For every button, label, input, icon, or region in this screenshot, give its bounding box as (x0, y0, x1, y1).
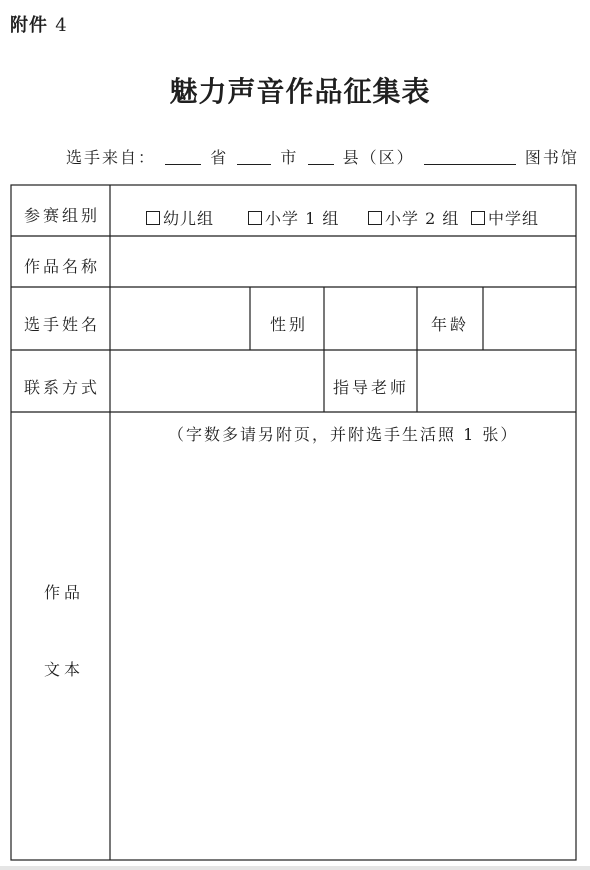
option-label: 小学 1 组 (265, 209, 340, 228)
origin-library-label: 图书馆 (524, 148, 579, 167)
work-text-note: （字数多请另附页，并附选手生活照 1 张） (168, 425, 519, 444)
contestant-name-field[interactable] (112, 289, 248, 348)
attachment-text: 附件 (10, 15, 48, 36)
checkbox-icon[interactable] (146, 211, 160, 225)
checkbox-icon[interactable] (368, 211, 382, 225)
option-label: 小学 2 组 (385, 209, 460, 228)
group-option-primary-1[interactable] (248, 206, 339, 229)
page-bottom-edge (0, 866, 590, 870)
work-text-label-line2: 文本 (44, 660, 85, 679)
age-field[interactable] (485, 289, 574, 348)
origin-city-label: 市 (280, 148, 299, 167)
gender-label: 性别 (270, 315, 309, 334)
attachment-number: 4 (55, 15, 68, 36)
teacher-label: 指导老师 (333, 378, 410, 397)
contestant-name-label: 选手姓名 (24, 315, 101, 334)
teacher-field[interactable] (419, 352, 574, 410)
work-text-area[interactable] (112, 446, 574, 858)
group-option-kindergarten[interactable] (146, 206, 214, 229)
origin-province-label: 省 (210, 148, 229, 167)
group-option-middle-school[interactable] (471, 206, 539, 229)
form-title: 魅力声音作品征集表 (169, 75, 431, 108)
gender-field[interactable] (326, 289, 415, 348)
age-label: 年龄 (431, 315, 470, 334)
work-text-label-line1: 作品 (44, 583, 85, 602)
origin-county-label: 县（区） (342, 148, 415, 167)
origin-prefix: 选手来自： (66, 148, 157, 167)
work-name-field[interactable] (112, 238, 574, 285)
checkbox-icon[interactable] (248, 211, 262, 225)
group-label: 参赛组别 (24, 206, 101, 225)
contact-label: 联系方式 (24, 378, 101, 397)
group-option-primary-2[interactable] (368, 206, 459, 229)
checkbox-icon[interactable] (471, 211, 485, 225)
contact-field[interactable] (112, 352, 322, 410)
option-label: 幼儿组 (163, 209, 215, 228)
work-name-label: 作品名称 (24, 257, 101, 276)
option-label: 中学组 (488, 209, 540, 228)
